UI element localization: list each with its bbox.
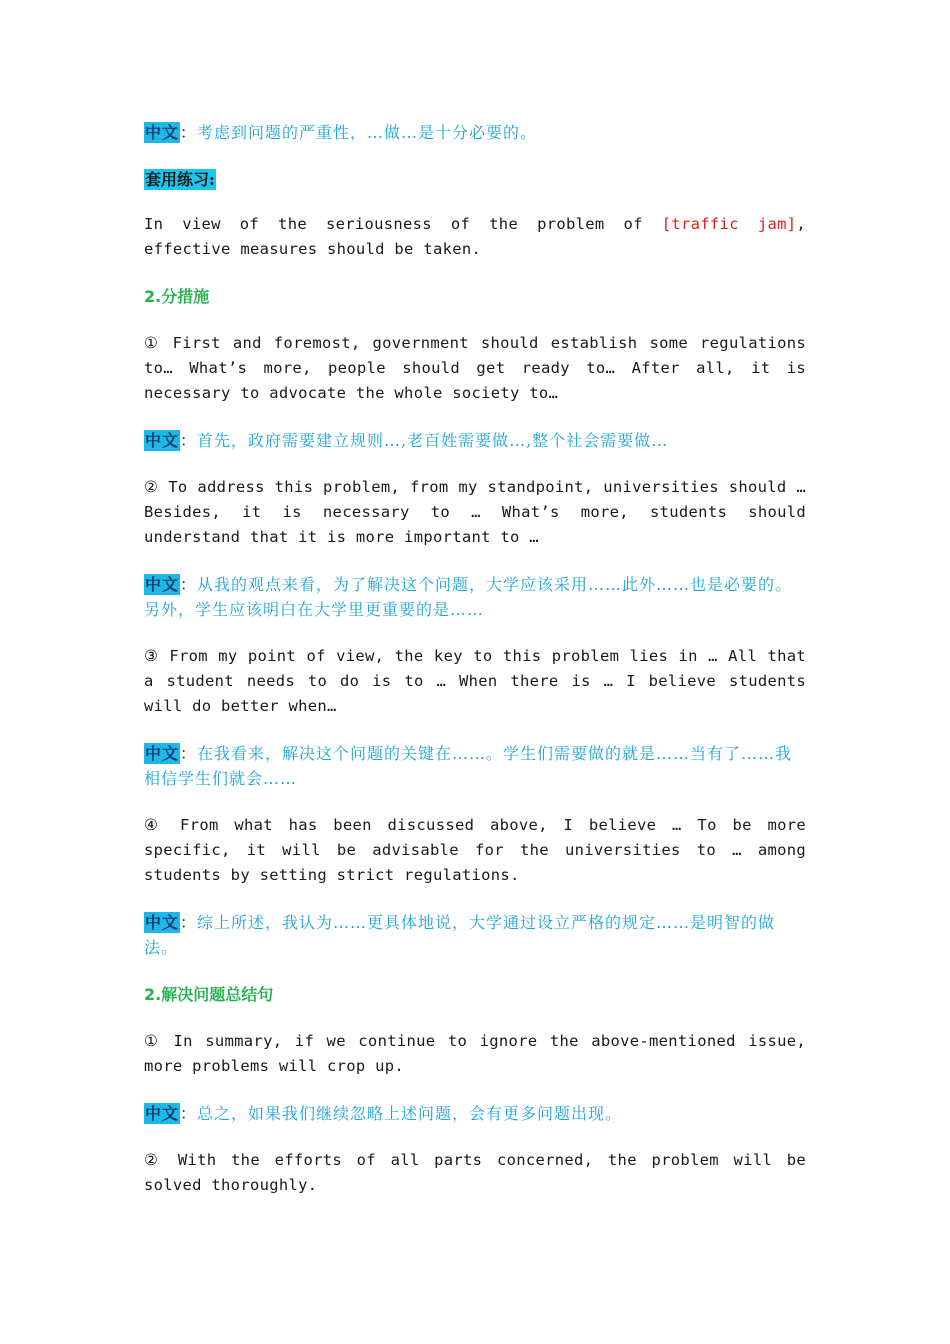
translation-text: 在我看来，解决这个问题的关键在……。学生们需要做的就是……当有了……我相信学生们就会……	[144, 744, 793, 788]
section-heading-measures: 2.分措施	[144, 287, 210, 306]
practice-highlight: [traffic jam]	[661, 215, 797, 233]
translation-text: 考虑到问题的严重性，…做…是十分必要的。	[197, 123, 538, 142]
chinese-tag: 中文	[145, 431, 180, 450]
chinese-translation-6	[144, 1101, 806, 1126]
translation-text: 从我的观点来看，为了解决这个问题，大学应该采用……此外……也是必要的。另外，学生应该明白在大学里更重要的是……	[144, 575, 793, 619]
measure-item-3: ③ From my point of view, the key to this problem lies in … All that a student needs to do is to … When there is … I believe students will do better when…	[144, 647, 806, 715]
measure-item-2: ② To address this problem, from my standpoint, universities should … Besides, it is necessary to … What’s more, students should understand that it is more important to …	[144, 478, 806, 546]
chinese-tag: 中文	[145, 913, 180, 932]
practice-sentence	[144, 212, 806, 262]
practice-label-line	[144, 167, 806, 190]
chinese-translation-1	[144, 120, 806, 145]
summary-item-2: ② With the efforts of all parts concerned, the problem will be solved thoroughly.	[144, 1151, 806, 1194]
section-heading-summary: 2.解决问题总结句	[144, 985, 274, 1004]
chinese-translation-4	[144, 741, 806, 791]
colon: ：	[180, 123, 198, 142]
chinese-tag: 中文	[145, 575, 180, 594]
chinese-tag: 中文	[145, 123, 180, 142]
chinese-tag: 中文	[145, 744, 180, 763]
measure-item-1: ① First and foremost, government should establish some regulations to… What’s more, people should get ready to… After all, it is necessary to advocate the whole society to…	[144, 334, 806, 402]
translation-text: 总之，如果我们继续忽略上述问题，会有更多问题出现。	[197, 1104, 623, 1123]
summary-item-1: ① In summary, if we continue to ignore the above-mentioned issue, more problems will crop up.	[144, 1032, 806, 1075]
colon: ：	[180, 1104, 198, 1123]
colon: ：	[180, 913, 198, 932]
measure-item-4: ④ From what has been discussed above, I believe … To be more specific, it will be advisable for the universities to … among students by setting strict regulations.	[144, 816, 806, 884]
document-page	[144, 120, 806, 1198]
translation-text: 首先，政府需要建立规则…,老百姓需要做…,整个社会需要做…	[197, 431, 669, 450]
practice-label: 套用练习:	[145, 170, 215, 189]
practice-text-end: , effective measures should be taken.	[144, 215, 806, 258]
chinese-translation-5	[144, 910, 806, 960]
chinese-translation-3	[144, 572, 806, 622]
translation-text: 综上所述，我认为……更具体地说，大学通过设立严格的规定……是明智的做法。	[144, 913, 776, 957]
chinese-tag: 中文	[145, 1104, 180, 1123]
chinese-translation-2	[144, 428, 806, 453]
colon: ：	[180, 575, 198, 594]
colon: ：	[180, 744, 198, 763]
colon: ：	[180, 431, 198, 450]
practice-text-start: In view of the seriousness of the problem of	[144, 215, 662, 233]
